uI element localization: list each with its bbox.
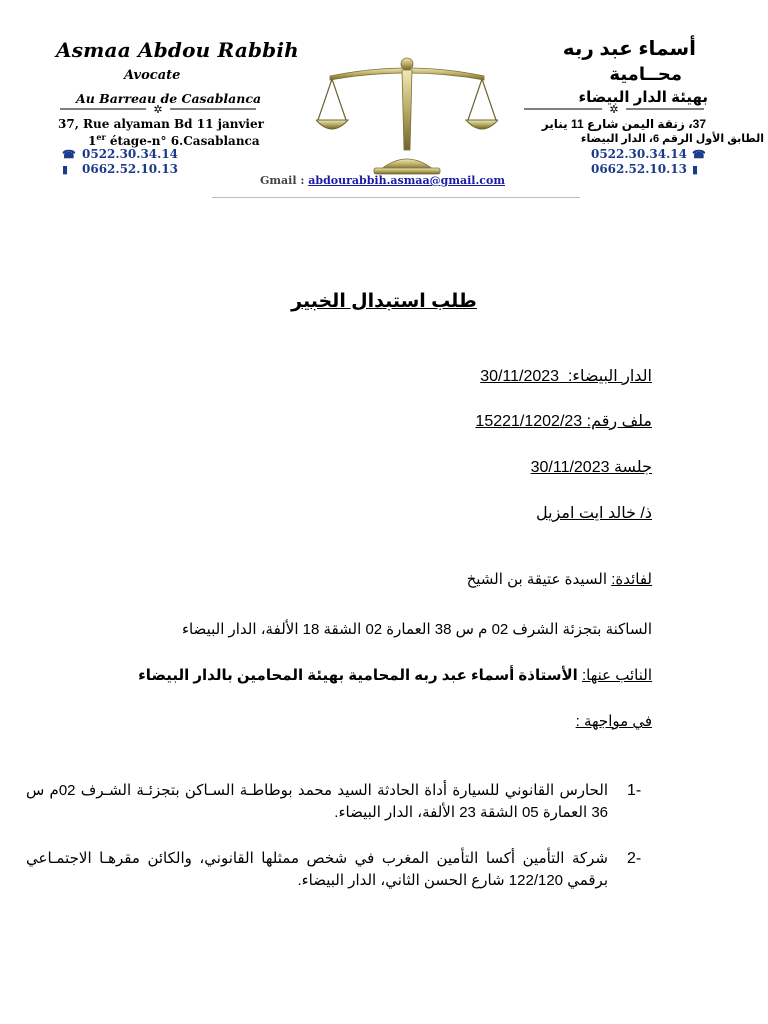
beneficiary-name: السيدة عتيقة بن الشيخ bbox=[466, 571, 612, 588]
session-line: جلسة 30/11/2023 bbox=[530, 459, 652, 476]
list-item-number: 1- bbox=[627, 782, 642, 799]
representative-name: الأستاذة أسماء عبد ربه المحامية بهيئة المحامين بالدار البيضاء bbox=[138, 667, 582, 684]
mobile-line-ar: 0662.52.10.13 ▮ bbox=[591, 162, 706, 176]
residence-line: الساكنة بتجزئة الشرف 02 م س 38 العمارة 02 الشقة 18 الألفة، الدار البيضاء bbox=[181, 621, 652, 638]
phone-line-fr: ☎ 0522.30.34.14 bbox=[62, 147, 179, 161]
date-line: الدار البيضاء: 30/11/2023 bbox=[480, 368, 652, 385]
file-number-line: ملف رقم: 15221/1202/23 bbox=[475, 413, 652, 430]
mobile-icon: ▮ bbox=[692, 163, 699, 176]
letterhead-divider bbox=[212, 197, 580, 198]
ornament-divider-ar bbox=[524, 104, 704, 114]
lawyer-title-fr: Avocate bbox=[124, 68, 181, 83]
list-item-text: شركة التأمين أكسا التأمين المغرب في شخص ممثلها القانوني، والكائن مقرهـا الاجتمـاعي برقمي 122/120 شارع الحسن الثاني، الدار البيضاء. bbox=[26, 850, 608, 889]
against-label: في مواجهة : bbox=[575, 713, 652, 730]
phone-line-ar: 0522.30.34.14 ☎ bbox=[590, 147, 706, 161]
bar-association-ar: بهيئة الدار البيضاء bbox=[578, 89, 708, 106]
document-title: طلب استبدال الخبير bbox=[291, 291, 477, 312]
mobile-icon: ▮ bbox=[62, 163, 69, 176]
bar-association-fr: Au Barreau de Casablanca bbox=[76, 91, 262, 106]
beneficiary-line bbox=[467, 570, 652, 588]
address-line1-fr: 37, Rue alyaman Bd 11 janvier bbox=[58, 117, 264, 131]
date-value: 30/11/2023 bbox=[480, 368, 560, 385]
lawyer-title-ar: محــامية bbox=[609, 64, 682, 84]
session-date-value: 30/11/2023 bbox=[530, 459, 610, 476]
scales-of-justice-icon bbox=[316, 52, 498, 176]
email-line: Gmail : abdourabbih.asmaa@gmail.com bbox=[260, 174, 505, 187]
lawyer-name-ar: أسماء عبد ربه bbox=[562, 38, 696, 60]
phone-icon: ☎ bbox=[62, 148, 76, 161]
representative-label: النائب عنها: bbox=[581, 667, 652, 684]
address-line2-fr: 1er étage-n° 6.Casablanca bbox=[88, 132, 260, 148]
address-line1-ar: 37، زنقة اليمن شارع 11 يناير bbox=[541, 117, 706, 131]
phone-icon: ☎ bbox=[692, 148, 706, 161]
svg-text:✲: ✲ bbox=[609, 104, 619, 114]
svg-text:✲: ✲ bbox=[153, 104, 163, 114]
file-number-value: 15221/1202/23 bbox=[475, 413, 583, 430]
judge-line: ذ/ خالد ايت امزيل bbox=[536, 505, 652, 522]
list-item-text: الحارس القانوني للسيارة أداة الحادثة السيد محمد بوطاطـة السـاكن بتجزئـة الشـرف 02م س 36 العمارة 05 الشقة 23 الألفة، الدار البيضاء. bbox=[26, 782, 608, 821]
address-line2-ar: الطابق الأول الرقم 6، الدار البيضاء bbox=[580, 133, 764, 145]
representative-line bbox=[138, 666, 652, 684]
beneficiary-label: لفائدة: bbox=[611, 571, 652, 588]
mobile-line-fr: ▮ 0662.52.10.13 bbox=[62, 162, 179, 176]
list-item-number: 2- bbox=[627, 850, 642, 867]
lawyer-name-fr: Asmaa Abdou Rabbih bbox=[56, 38, 299, 62]
ornament-divider-fr bbox=[60, 104, 256, 114]
email-link[interactable]: abdourabbih.asmaa@gmail.com bbox=[308, 174, 505, 187]
